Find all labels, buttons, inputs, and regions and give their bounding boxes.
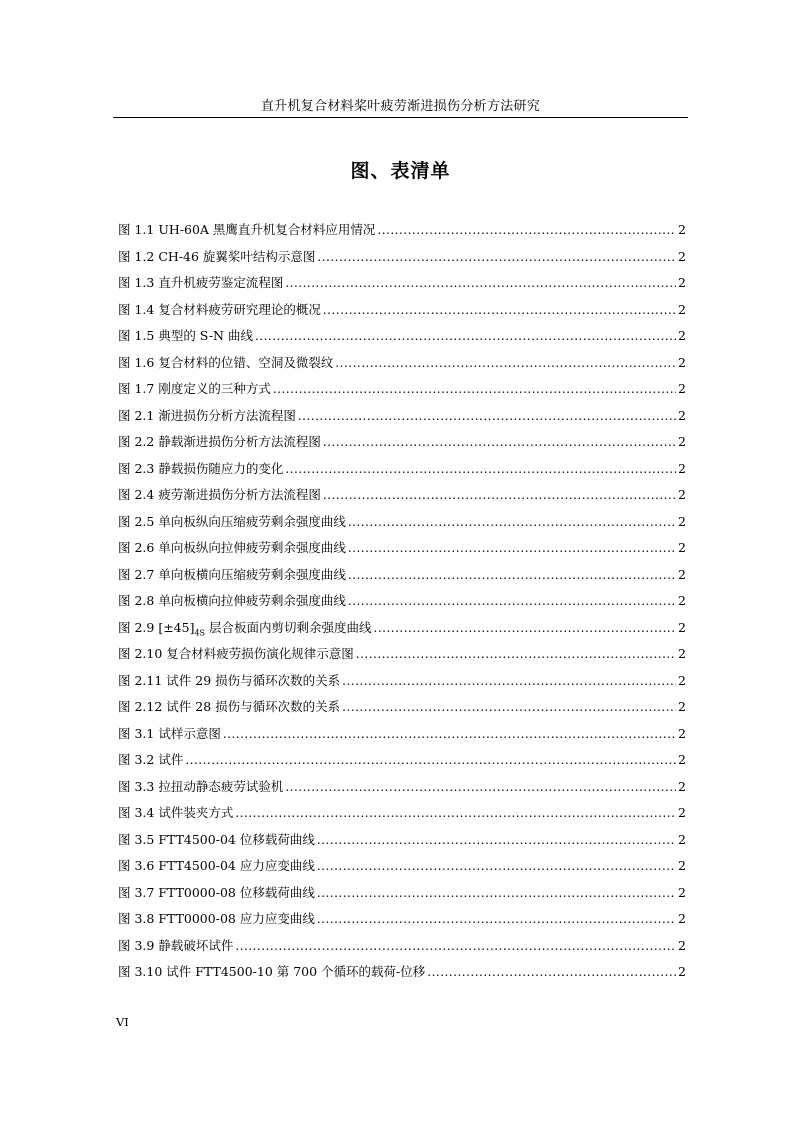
toc-dot-leader (317, 883, 676, 903)
toc-entry-label-text: 图 2.4 疲劳渐进损伤分析方法流程图 (118, 487, 321, 502)
toc-entry-page: 2 (678, 407, 686, 423)
toc-entry[interactable] (118, 565, 686, 592)
toc-entry-label (118, 273, 283, 293)
toc-dot-leader (323, 432, 676, 452)
toc-entry-label (118, 856, 315, 876)
toc-dot-leader (374, 618, 677, 638)
toc-entry[interactable] (118, 697, 686, 724)
toc-entry-label-text: 图 2.12 试件 28 损伤与循环次数的关系 (118, 699, 341, 714)
toc-entry[interactable] (118, 830, 686, 857)
toc-entry-label-subscript: 4S (194, 628, 206, 637)
toc-entry[interactable] (118, 856, 686, 883)
page-number: VI (116, 1015, 129, 1029)
toc-entry-label-text: 图 1.7 刚度定义的三种方式 (118, 381, 271, 396)
toc-entry-label-text: 图 1.2 CH-46 旋翼桨叶结构示意图 (118, 248, 316, 264)
toc-entry-label (118, 936, 233, 956)
toc-entry-page: 2 (678, 964, 686, 979)
toc-dot-leader (323, 485, 676, 505)
toc-entry-page: 2 (678, 434, 686, 449)
toc-dot-leader (317, 856, 676, 876)
toc-entry[interactable] (118, 247, 686, 274)
toc-entry[interactable] (118, 432, 686, 459)
toc-entry-label (118, 883, 315, 903)
toc-entry-label (118, 432, 321, 452)
header-rule (113, 117, 688, 118)
toc-entry-page: 2 (678, 513, 686, 529)
toc-entry-page: 2 (678, 460, 686, 476)
toc-entry[interactable] (118, 803, 686, 830)
toc-entry-label-text: 图 3.6 FTT4500-04 应力应变曲线 (118, 858, 315, 873)
toc-entry-label-text: 图 3.1 试样示意图 (118, 725, 221, 741)
toc-dot-leader (235, 936, 676, 956)
toc-entry-label (118, 406, 296, 426)
toc-entry[interactable] (118, 962, 686, 989)
toc-entry-label (118, 671, 340, 691)
toc-entry[interactable] (118, 883, 686, 910)
toc-dot-leader (342, 697, 676, 717)
toc-entry-label-text: 图 2.3 静载损伤随应力的变化 (118, 460, 284, 476)
toc-entry-label-text: 图 3.5 FTT4500-04 位移载荷曲线 (118, 831, 315, 847)
toc-entry-label (118, 697, 340, 717)
toc-entry-label-text: 图 2.7 单向板横向压缩疲劳剩余强度曲线 (118, 566, 346, 582)
toc-dot-leader (285, 459, 676, 479)
toc-entry-page: 2 (678, 593, 686, 608)
page-title: 图、表清单 (350, 160, 451, 182)
toc-entry-page: 2 (678, 911, 686, 926)
toc-entry-label (118, 618, 372, 644)
toc-entry[interactable] (118, 671, 686, 698)
toc-dot-leader (348, 591, 676, 611)
toc-entry-label (118, 538, 346, 558)
toc-entry-page: 2 (678, 646, 686, 661)
toc-entry-label (118, 803, 233, 823)
toc-entry[interactable] (118, 644, 686, 671)
toc-entry-label (118, 830, 315, 850)
toc-entry-label-tail: 层合板面内剪切剩余强度曲线 (205, 619, 372, 635)
toc-entry-label (118, 591, 346, 611)
toc-dot-leader (223, 724, 676, 744)
toc-entry-label-text: 图 3.2 试件 (118, 752, 184, 767)
toc-entry-page: 2 (678, 619, 686, 635)
toc-entry[interactable] (118, 485, 686, 512)
toc-entry[interactable] (118, 538, 686, 565)
toc-entry-label-text: 图 1.4 复合材料疲劳研究理论的概况 (118, 301, 321, 317)
toc-entry-label (118, 459, 283, 479)
toc-entry[interactable] (118, 273, 686, 300)
toc-entry-label (118, 247, 315, 267)
toc-entry-label (118, 777, 283, 797)
toc-entry[interactable] (118, 459, 686, 486)
toc-entry-label-text: 图 1.6 复合材料的位错、空洞及微裂纹 (118, 354, 334, 370)
toc-dot-leader (285, 777, 676, 797)
toc-dot-leader (298, 406, 676, 426)
toc-dot-leader (427, 962, 676, 982)
toc-entry-page: 2 (678, 275, 686, 290)
toc-entry[interactable] (118, 750, 686, 777)
toc-entry-label-text: 图 2.5 单向板纵向压缩疲劳剩余强度曲线 (118, 513, 346, 529)
toc-dot-leader (323, 300, 676, 320)
toc-entry[interactable] (118, 909, 686, 936)
toc-entry-label-text: 图 3.4 试件装夹方式 (118, 805, 234, 820)
toc-entry-label-text: 图 2.2 静载渐进损伤分析方法流程图 (118, 434, 321, 449)
toc-entry-page: 2 (678, 884, 686, 900)
toc-entry-page: 2 (678, 805, 686, 820)
running-header: 直升机复合材料桨叶疲劳渐进损伤分析方法研究 (260, 99, 541, 114)
toc-entry[interactable] (118, 326, 686, 353)
toc-dot-leader (335, 353, 676, 373)
toc-entry[interactable] (118, 406, 686, 433)
toc-entry-page: 2 (678, 354, 686, 370)
toc-dot-leader (342, 671, 676, 691)
toc-entry-label-text: 图 3.10 试件 FTT4500-10 第 700 个循环的载荷-位移 (118, 964, 426, 979)
toc-entry-page: 2 (678, 566, 686, 582)
toc-dot-leader (348, 538, 676, 558)
toc-entry-label (118, 962, 425, 982)
toc-entry-label-text: 图 3.8 FTT0000-08 应力应变曲线 (118, 911, 315, 926)
toc-entry-label-text: 图 2.6 单向板纵向拉伸疲劳剩余强度曲线 (118, 540, 346, 555)
toc-entry-page: 2 (678, 301, 686, 317)
toc-entry-label (118, 379, 271, 399)
toc-entry-label-text: 图 3.9 静载破坏试件 (118, 937, 234, 953)
toc-list (118, 220, 686, 989)
toc-entry[interactable] (118, 724, 686, 751)
toc-entry[interactable] (118, 220, 686, 247)
toc-entry-page: 2 (678, 328, 686, 343)
toc-dot-leader (348, 512, 676, 532)
toc-dot-leader (317, 909, 676, 929)
toc-entry[interactable] (118, 512, 686, 539)
toc-entry-label (118, 750, 183, 770)
toc-entry[interactable] (118, 300, 686, 327)
toc-entry-label (118, 220, 375, 240)
toc-entry-label-text: 图 2.10 复合材料疲劳损伤演化规律示意图 (118, 646, 354, 661)
toc-entry[interactable] (118, 353, 686, 380)
toc-entry-label (118, 909, 315, 929)
toc-entry-label (118, 326, 253, 346)
toc-entry-label-text: 图 2.8 单向板横向拉伸疲劳剩余强度曲线 (118, 593, 346, 608)
toc-entry-label (118, 644, 354, 664)
toc-dot-leader (235, 803, 676, 823)
toc-entry[interactable] (118, 936, 686, 963)
toc-entry-label (118, 485, 321, 505)
toc-entry-page: 2 (678, 248, 686, 264)
toc-entry[interactable] (118, 618, 686, 645)
toc-entry-page: 2 (678, 540, 686, 555)
toc-dot-leader (185, 750, 676, 770)
toc-entry-label (118, 724, 221, 744)
toc-entry-label-text: 图 1.5 典型的 S-N 曲线 (118, 328, 253, 343)
toc-entry-label-text: 图 2.9 [±45] (118, 619, 195, 635)
toc-entry-page: 2 (678, 752, 686, 767)
toc-entry-label-text: 图 2.1 渐进损伤分析方法流程图 (118, 407, 296, 423)
toc-dot-leader (273, 379, 676, 399)
toc-dot-leader (317, 830, 676, 850)
toc-entry-label-text: 图 2.11 试件 29 损伤与循环次数的关系 (118, 672, 341, 688)
toc-dot-leader (317, 247, 676, 267)
toc-entry-page: 2 (678, 222, 686, 237)
toc-entry-label-text: 图 3.3 拉扭动静态疲劳试验机 (118, 778, 284, 794)
toc-entry-page: 2 (678, 937, 686, 953)
toc-entry-page: 2 (678, 672, 686, 688)
toc-dot-leader (348, 565, 676, 585)
toc-entry-label-text: 图 1.1 UH-60A 黑鹰直升机复合材料应用情况 (118, 222, 376, 237)
toc-entry-label (118, 512, 346, 532)
toc-dot-leader (255, 326, 676, 346)
toc-entry[interactable] (118, 777, 686, 804)
toc-entry-label-text: 图 3.7 FTT0000-08 位移载荷曲线 (118, 884, 315, 900)
toc-entry-page: 2 (678, 725, 686, 741)
toc-entry[interactable] (118, 379, 686, 406)
toc-entry-page: 2 (678, 699, 686, 714)
toc-entry-label-text: 图 1.3 直升机疲劳鉴定流程图 (118, 275, 284, 290)
toc-entry-label (118, 300, 321, 320)
toc-entry-label (118, 353, 333, 373)
toc-entry-page: 2 (678, 858, 686, 873)
toc-entry-label (118, 565, 346, 585)
toc-dot-leader (285, 273, 676, 293)
toc-entry[interactable] (118, 591, 686, 618)
toc-dot-leader (356, 644, 676, 664)
toc-entry-page: 2 (678, 778, 686, 794)
toc-entry-page: 2 (678, 381, 686, 396)
toc-entry-page: 2 (678, 831, 686, 847)
toc-dot-leader (377, 220, 676, 240)
toc-entry-page: 2 (678, 487, 686, 502)
